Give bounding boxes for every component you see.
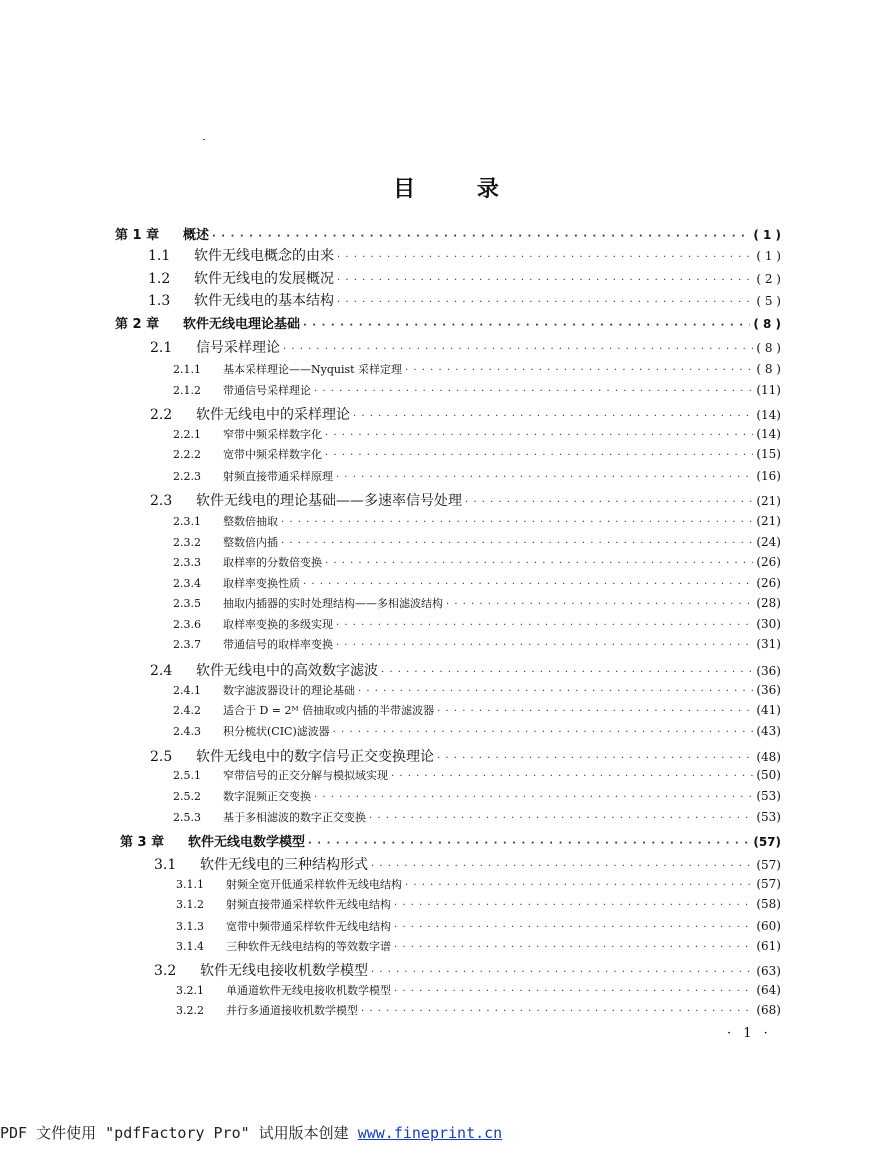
- toc-title: 窄带信号的正交分解与模拟域实现: [223, 769, 388, 782]
- toc-title: 适合于 D = 2ᴹ 倍抽取或内插的半带滤波器: [223, 704, 435, 717]
- toc-leader-dots: [337, 275, 753, 286]
- toc-title: 射频直接带通采样原理: [223, 470, 333, 483]
- toc-leader-dots: [336, 472, 753, 483]
- toc-page: (31): [756, 637, 781, 651]
- toc-entry-sub: [173, 446, 781, 462]
- toc-title: 取样率的分数倍变换: [223, 556, 322, 569]
- toc-title: 软件无线电中的高效数字滤波: [196, 663, 378, 679]
- toc-title: 宽带中频带通采样软件无线电结构: [226, 920, 391, 933]
- toc-page: (48): [756, 750, 781, 764]
- toc-entry-section: [150, 660, 781, 680]
- toc-entry-sub: [176, 876, 781, 892]
- toc-number: 2.4.3: [173, 725, 201, 738]
- toc-title: 窄带中频采样数字化: [223, 428, 322, 441]
- toc-title: 整数倍抽取: [223, 515, 278, 528]
- toc-page: (24): [756, 535, 781, 549]
- toc-title: 基本采样理论——Nyquist 采样定理: [223, 363, 403, 376]
- toc-number: 2.5: [150, 749, 173, 765]
- page-title: 目 录: [393, 177, 500, 202]
- toc-leader-dots: [394, 922, 753, 933]
- toc-title: 概述: [183, 228, 210, 243]
- toc-leader-dots: [394, 942, 753, 953]
- toc-leader-dots: [325, 430, 753, 441]
- toc-number: 2.2.1: [173, 428, 201, 441]
- toc-leader-dots: [336, 640, 753, 651]
- toc-entry-section: [148, 245, 781, 265]
- toc-number: 2.4.1: [173, 684, 201, 697]
- toc-number: 2.5.3: [173, 811, 201, 824]
- toc-number: 2.2.2: [173, 448, 201, 461]
- toc-leader-dots: [314, 792, 753, 803]
- footer-link[interactable]: www.fineprint.cn: [357, 1124, 503, 1142]
- toc-leader-dots: [303, 320, 750, 331]
- toc-number: 2.4: [150, 663, 173, 679]
- toc-title: 软件无线电中的采样理论: [196, 407, 350, 423]
- toc-entry-section: [154, 854, 781, 874]
- toc-leader-dots: [465, 497, 753, 508]
- toc-number: 2.2: [150, 407, 173, 423]
- toc-number: 2.1: [150, 340, 173, 356]
- toc-entry-sub: [173, 636, 781, 652]
- toc-title: 软件无线电的三种结构形式: [200, 857, 368, 873]
- toc-leader-dots: [353, 411, 753, 422]
- toc-page: (11): [756, 383, 781, 397]
- toc-page: (57): [756, 877, 781, 891]
- toc-number: 2.4.2: [173, 704, 201, 717]
- toc-page: ( 1 ): [756, 249, 781, 263]
- footer-text: PDF 文件使用 "pdfFactory Pro" 试用版本创建: [0, 1124, 349, 1142]
- toc-page: (21): [756, 514, 781, 528]
- toc-title: 基于多相滤波的数字正交变换: [223, 811, 366, 824]
- toc-leader-dots: [437, 706, 753, 717]
- toc-leader-dots: [314, 386, 753, 397]
- toc-number: 2.3.5: [173, 597, 201, 610]
- toc-title: 软件无线电接收机数学模型: [200, 963, 368, 979]
- toc-entry-section: [154, 960, 781, 980]
- toc-number: 2.3.1: [173, 515, 201, 528]
- toc-leader-dots: [381, 667, 753, 678]
- toc-page: (28): [756, 596, 781, 610]
- toc-entry-sub: [173, 426, 781, 442]
- toc-title: 射频直接带通采样软件无线电结构: [226, 898, 391, 911]
- toc-leader-dots: [212, 231, 750, 242]
- toc-number: 3.1.4: [176, 940, 204, 953]
- toc-page: (14): [756, 408, 781, 422]
- toc-title: 单通道软件无线电接收机数学模型: [226, 984, 391, 997]
- toc-number: 第 1 章: [115, 228, 160, 243]
- toc-page: ( 8 ): [756, 362, 781, 376]
- toc-number: 3.1.3: [176, 920, 204, 933]
- toc-number: 3.1.1: [176, 878, 204, 891]
- toc-page: (60): [756, 919, 781, 933]
- toc-title: 取样率变换性质: [223, 577, 300, 590]
- toc-page: ( 1 ): [753, 228, 781, 242]
- toc-leader-dots: [361, 1006, 753, 1017]
- toc-page: (63): [756, 964, 781, 978]
- toc-leader-dots: [325, 558, 753, 569]
- toc-title: 宽带中频采样数字化: [223, 448, 322, 461]
- toc-leader-dots: [283, 344, 753, 355]
- toc-leader-dots: [281, 538, 753, 549]
- toc-entry-sub: [173, 468, 781, 484]
- toc-page: ( 8 ): [753, 317, 781, 331]
- toc-page: ( 5 ): [756, 294, 781, 308]
- toc-number: 3.2: [154, 963, 177, 979]
- toc-title: 软件无线电概念的由来: [194, 248, 334, 264]
- toc-leader-dots: [405, 365, 753, 376]
- toc-entry-sub: [173, 682, 781, 698]
- toc-title: 软件无线电数学模型: [188, 835, 306, 850]
- toc-page: (15): [756, 447, 781, 461]
- toc-title: 整数倍内插: [223, 536, 278, 549]
- toc-title: 带通信号采样理论: [223, 384, 311, 397]
- toc-entry-sub: [173, 767, 781, 783]
- toc-entry-section: [150, 490, 781, 510]
- toc-entry-sub: [176, 1002, 781, 1018]
- toc-entry-chapter: [115, 224, 781, 243]
- toc-number: 第 3 章: [120, 835, 165, 850]
- toc-title: 信号采样理论: [196, 340, 280, 356]
- toc-entry-chapter: [120, 831, 781, 850]
- toc-number: 2.3.3: [173, 556, 201, 569]
- toc-entry-sub: [176, 918, 781, 934]
- toc-number: 2.3.7: [173, 638, 201, 651]
- toc-entry-sub: [173, 616, 781, 632]
- toc-title: 软件无线电的理论基础——多速率信号处理: [196, 493, 462, 509]
- toc-leader-dots: [325, 450, 753, 461]
- toc-leader-dots: [337, 252, 753, 263]
- toc-title: 三种软件无线电结构的等效数字谱: [226, 940, 391, 953]
- toc-number: 1.3: [148, 293, 171, 309]
- toc-leader-dots: [437, 753, 753, 764]
- toc-page: (21): [756, 494, 781, 508]
- toc-title: 带通信号的取样率变换: [223, 638, 333, 651]
- toc-leader-dots: [336, 620, 753, 631]
- toc-number: 2.3.6: [173, 618, 201, 631]
- toc-number: 2.2.3: [173, 470, 201, 483]
- toc-page: (41): [756, 703, 781, 717]
- toc-number: 第 2 章: [115, 317, 160, 332]
- toc-number: 2.3: [150, 493, 173, 509]
- toc-page: (61): [756, 939, 781, 953]
- toc-page: (64): [756, 983, 781, 997]
- toc-page: (57): [756, 858, 781, 872]
- page-number: · 1 ·: [727, 1026, 772, 1041]
- toc-number: 1.1: [148, 248, 171, 264]
- toc-number: 2.3.2: [173, 536, 201, 549]
- toc-entry-section: [150, 337, 781, 357]
- toc-page: (53): [756, 810, 781, 824]
- toc-number: 3.1: [154, 857, 177, 873]
- toc-leader-dots: [405, 880, 753, 891]
- toc-title: 取样率变换的多级实现: [223, 618, 333, 631]
- toc-page: (50): [756, 768, 781, 782]
- toc-page: (43): [756, 724, 781, 738]
- toc-title: 并行多通道接收机数学模型: [226, 1004, 358, 1017]
- toc-leader-dots: [391, 771, 753, 782]
- toc-entry-sub: [173, 534, 781, 550]
- toc-number: 3.2.2: [176, 1004, 204, 1017]
- toc-leader-dots: [303, 579, 753, 590]
- toc-page: (58): [756, 897, 781, 911]
- toc-number: 3.1.2: [176, 898, 204, 911]
- toc-entry-section: [148, 268, 781, 288]
- toc-leader-dots: [394, 986, 753, 997]
- toc-entry-sub: [173, 702, 781, 718]
- toc-number: 1.2: [148, 271, 171, 287]
- toc-leader-dots: [446, 599, 753, 610]
- toc-title: 抽取内插器的实时处理结构——多相滤波结构: [223, 597, 443, 610]
- toc-title: 射频全宽开低通采样软件无线电结构: [226, 878, 402, 891]
- toc-title: 数字滤波器设计的理论基础: [223, 684, 355, 697]
- toc-page: (16): [756, 469, 781, 483]
- toc-page: (14): [756, 427, 781, 441]
- toc-title: 数字混频正交变换: [223, 790, 311, 803]
- toc-leader-dots: [371, 861, 753, 872]
- toc-page: ( 8 ): [756, 341, 781, 355]
- toc-page: (36): [756, 683, 781, 697]
- toc-leader-dots: [308, 838, 750, 849]
- toc-entry-sub: [173, 575, 781, 591]
- toc-entry-sub: [176, 896, 781, 912]
- toc-entry-sub: [173, 788, 781, 804]
- toc-page: (68): [756, 1003, 781, 1017]
- toc-entry-sub: [173, 809, 781, 825]
- toc-entry-sub: [173, 513, 781, 529]
- toc-leader-dots: [333, 727, 754, 738]
- toc-title: 软件无线电的基本结构: [194, 293, 334, 309]
- toc-entry-sub: [173, 554, 781, 570]
- toc-entry-sub: [173, 595, 781, 611]
- toc-leader-dots: [358, 686, 753, 697]
- toc-title: 积分梳状(CIC)滤波器: [223, 725, 330, 738]
- toc-entry-sub: [173, 723, 781, 739]
- toc-number: 2.1.1: [173, 363, 201, 376]
- toc-number: 3.2.1: [176, 984, 204, 997]
- toc-page: (36): [756, 664, 781, 678]
- toc-leader-dots: [337, 297, 753, 308]
- toc-title: 软件无线电中的数字信号正交变换理论: [196, 749, 434, 765]
- toc-number: 2.5.1: [173, 769, 201, 782]
- toc-page: (26): [756, 555, 781, 569]
- toc-leader-dots: [281, 517, 753, 528]
- toc-number: 2.1.2: [173, 384, 201, 397]
- toc-page: (57): [753, 835, 781, 849]
- scan-speck: [203, 139, 205, 140]
- toc-entry-section: [150, 404, 781, 424]
- toc-page: (26): [756, 576, 781, 590]
- toc-number: 2.5.2: [173, 790, 201, 803]
- toc-title: 软件无线电的发展概况: [194, 271, 334, 287]
- toc-number: 2.3.4: [173, 577, 201, 590]
- toc-page: (53): [756, 789, 781, 803]
- pdf-footer: [0, 1122, 502, 1143]
- toc-entry-sub: [173, 361, 781, 377]
- toc-entry-chapter: [115, 313, 781, 332]
- toc-entry-sub: [176, 982, 781, 998]
- toc-entry-sub: [176, 938, 781, 954]
- toc-leader-dots: [394, 900, 753, 911]
- toc-entry-sub: [173, 382, 781, 398]
- toc-title: 软件无线电理论基础: [183, 317, 301, 332]
- toc-leader-dots: [371, 967, 753, 978]
- toc-leader-dots: [369, 813, 753, 824]
- toc-entry-section: [150, 746, 781, 766]
- toc-page: ( 2 ): [756, 272, 781, 286]
- toc-entry-section: [148, 290, 781, 310]
- toc-page: (30): [756, 617, 781, 631]
